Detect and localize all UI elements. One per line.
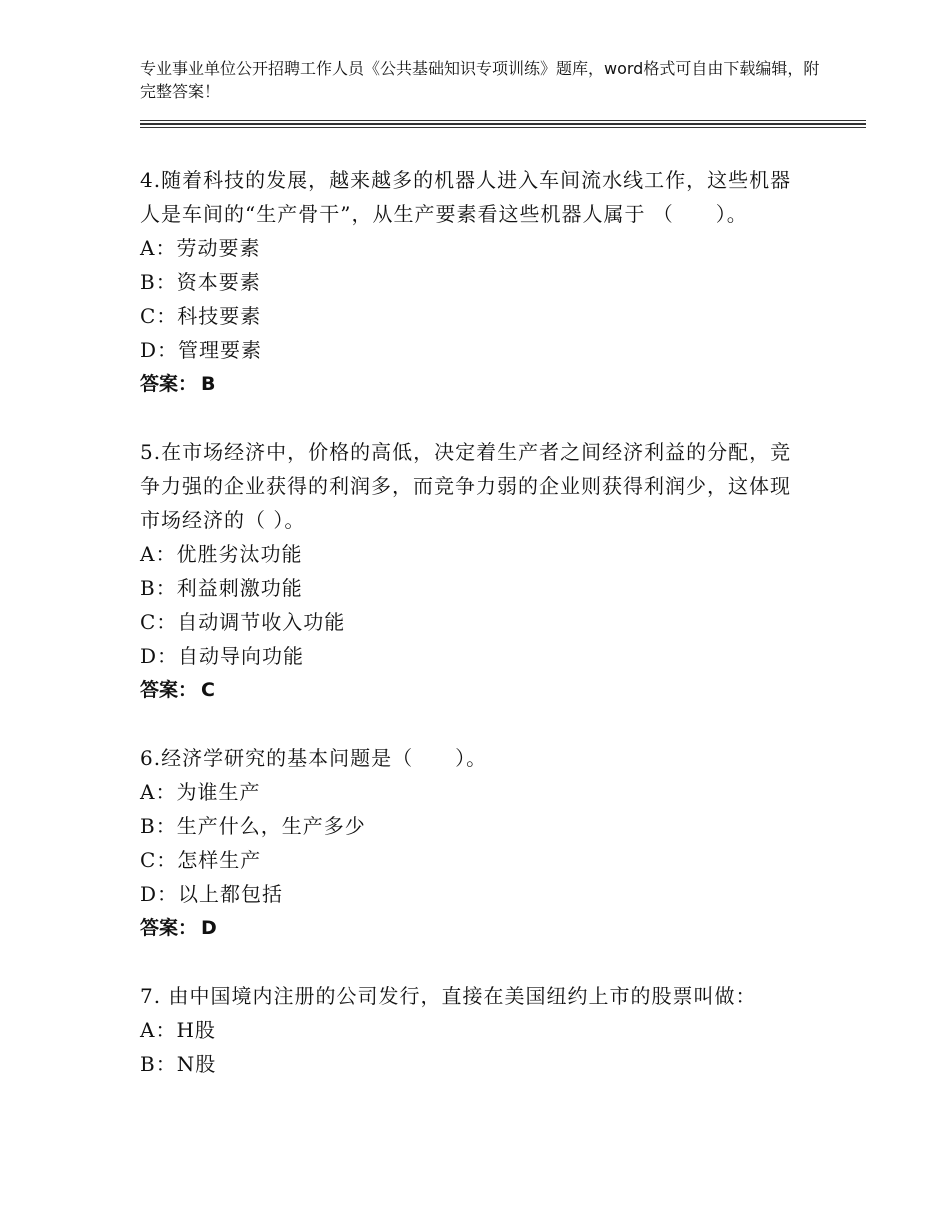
option-a: A：优胜劣汰功能 (140, 542, 303, 566)
answer-line (140, 911, 810, 945)
question-stem: 4.随着科技的发展，越来越多的机器人进入车间流水线工作，这些机器人是车间的“生产骨干”，从生产要素看这些机器人属于 （ ）。 (140, 168, 792, 226)
option-a: A：劳动要素 (140, 236, 261, 260)
question-7 (140, 979, 810, 1081)
answer-label: 答案： (140, 917, 198, 939)
question-stem: 7. 由中国境内注册的公司发行，直接在美国纽约上市的股票叫做： (140, 984, 757, 1008)
option-b: B：N股 (140, 1052, 217, 1076)
answer-value: C (201, 679, 215, 701)
header-rule (140, 123, 866, 125)
option-d: D：管理要素 (140, 338, 263, 362)
header-rule (140, 120, 866, 121)
question-stem: 6.经济学研究的基本问题是（ ）。 (140, 746, 488, 770)
question-list (140, 163, 810, 1115)
option-c: C：科技要素 (140, 304, 262, 328)
question-4 (140, 163, 810, 401)
option-c: C：自动调节收入功能 (140, 610, 346, 634)
document-header: 专业事业单位公开招聘工作人员《公共基础知识专项训练》题库，word格式可自由下载编辑，附完整答案！ (140, 59, 820, 101)
option-b: B：资本要素 (140, 270, 261, 294)
option-a: A：为谁生产 (140, 780, 261, 804)
answer-line (140, 367, 810, 401)
answer-label: 答案： (140, 679, 198, 701)
answer-label: 答案： (140, 373, 198, 395)
option-d: D：以上都包括 (140, 882, 284, 906)
option-c: C：怎样生产 (140, 848, 262, 872)
answer-value: B (201, 373, 216, 395)
question-stem: 5.在市场经济中，价格的高低，决定着生产者之间经济利益的分配，竞争力强的企业获得的利润多，而竞争力弱的企业则获得利润少，这体现市场经济的（ ）。 (140, 440, 792, 532)
header-rule (140, 127, 866, 128)
option-a: A：H股 (140, 1018, 216, 1042)
question-6 (140, 741, 810, 945)
option-d: D：自动导向功能 (140, 644, 305, 668)
option-b: B：生产什么，生产多少 (140, 814, 366, 838)
option-b: B：利益刺激功能 (140, 576, 303, 600)
question-5 (140, 435, 810, 707)
answer-line (140, 673, 810, 707)
answer-value: D (201, 917, 217, 939)
